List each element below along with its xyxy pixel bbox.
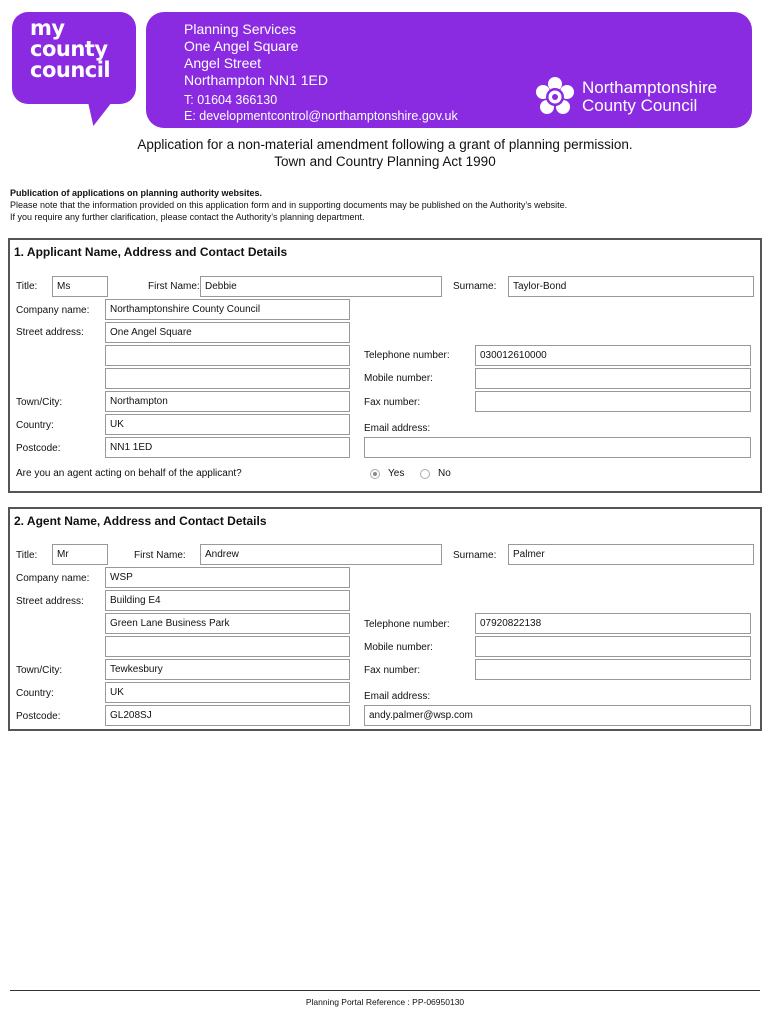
notice-text: Please note that the information provided on this application form and in supporting documents may be published on the Authority’s website. — [10, 200, 568, 210]
applicant-telephone-field[interactable]: 030012610000 — [475, 345, 751, 366]
agent-mobile-field[interactable] — [475, 636, 751, 657]
agent-street-line1-field[interactable]: Building E4 — [105, 590, 350, 611]
telephone-label: Telephone number: — [364, 350, 450, 361]
applicant-mobile-field[interactable] — [475, 368, 751, 389]
mobile-label: Mobile number: — [364, 373, 433, 384]
footer-divider — [10, 990, 760, 991]
fax-label: Fax number: — [364, 665, 421, 676]
my-county-council-logo — [12, 12, 136, 104]
applicant-postcode-field[interactable]: NN1 1ED — [105, 437, 350, 458]
agent-yes-label: Yes — [388, 468, 405, 479]
notice-text: If you require any further clarification, please contact the Authority’s planning department. — [10, 212, 365, 222]
street-address-label: Street address: — [16, 327, 84, 338]
agent-street-line3-field[interactable] — [105, 636, 350, 657]
agent-street-line2-field[interactable]: Green Lane Business Park — [105, 613, 350, 634]
form-title-line2: Town and Country Planning Act 1990 — [274, 154, 496, 169]
applicant-street-line3-field[interactable] — [105, 368, 350, 389]
council-name — [582, 79, 717, 115]
surname-label: Surname: — [453, 281, 497, 292]
applicant-country-field[interactable]: UK — [105, 414, 350, 435]
agent-email-field[interactable]: andy.palmer@wsp.com — [364, 705, 751, 726]
applicant-first-name-field[interactable]: Debbie — [200, 276, 442, 297]
agent-yes-radio[interactable] — [370, 469, 380, 479]
agent-telephone-field[interactable]: 07920822138 — [475, 613, 751, 634]
applicant-fax-field[interactable] — [475, 391, 751, 412]
applicant-section — [8, 238, 762, 493]
publication-notice — [10, 187, 567, 223]
agent-country-field[interactable]: UK — [105, 682, 350, 703]
applicant-email-field[interactable] — [364, 437, 751, 458]
logo-line: my — [30, 16, 65, 40]
applicant-street-line1-field[interactable]: One Angel Square — [105, 322, 350, 343]
planning-portal-reference: Planning Portal Reference : PP-06950130 — [305, 997, 465, 1007]
notice-heading: Publication of applications on planning authority websites. — [10, 188, 263, 198]
logo-line: county — [30, 37, 108, 61]
first-name-label: First Name: — [148, 281, 200, 292]
applicant-street-line2-field[interactable] — [105, 345, 350, 366]
agent-question: Are you an agent acting on behalf of the applicant? — [16, 468, 242, 479]
agent-first-name-field[interactable]: Andrew — [200, 544, 442, 565]
company-name-label: Company name: — [16, 573, 90, 584]
agent-no-radio[interactable] — [420, 469, 430, 479]
address-line: Planning Services — [184, 21, 297, 37]
applicant-section-heading: 1. Applicant Name, Address and Contact Details — [14, 245, 288, 259]
first-name-label: First Name: — [134, 550, 186, 561]
council-name-line: Northamptonshire — [582, 78, 718, 97]
postcode-label: Postcode: — [16, 443, 61, 454]
applicant-company-field[interactable]: Northamptonshire County Council — [105, 299, 350, 320]
address-line: One Angel Square — [184, 38, 299, 54]
contact-details — [184, 92, 458, 124]
agent-section — [8, 507, 762, 731]
town-label: Town/City: — [16, 397, 63, 408]
country-label: Country: — [16, 688, 54, 699]
title-label: Title: — [16, 550, 38, 561]
street-address-label: Street address: — [16, 596, 84, 607]
agent-no-label: No — [438, 468, 451, 479]
planning-address — [184, 21, 328, 89]
agent-company-field[interactable]: WSP — [105, 567, 350, 588]
address-line: Angel Street — [184, 55, 262, 71]
country-label: Country: — [16, 420, 54, 431]
council-name-line: County Council — [582, 96, 698, 115]
agent-surname-field[interactable]: Palmer — [508, 544, 754, 565]
email-label: Email address: — [364, 691, 431, 702]
agent-town-field[interactable]: Tewkesbury — [105, 659, 350, 680]
form-title — [0, 136, 770, 170]
rose-crest-icon — [534, 76, 576, 118]
header-email: E: developmentcontrol@northamptonshire.gov.uk — [184, 109, 458, 123]
postcode-label: Postcode: — [16, 711, 61, 722]
surname-label: Surname: — [453, 550, 497, 561]
email-label: Email address: — [364, 423, 431, 434]
logo-tail — [81, 96, 116, 126]
applicant-title-field[interactable]: Ms — [52, 276, 108, 297]
applicant-town-field[interactable]: Northampton — [105, 391, 350, 412]
telephone-label: Telephone number: — [364, 619, 450, 630]
fax-label: Fax number: — [364, 397, 421, 408]
header-banner — [146, 12, 752, 128]
address-line: Northampton NN1 1ED — [184, 72, 328, 88]
agent-section-heading: 2. Agent Name, Address and Contact Details — [14, 514, 267, 528]
agent-fax-field[interactable] — [475, 659, 751, 680]
mobile-label: Mobile number: — [364, 642, 433, 653]
logo-line: council — [30, 58, 111, 82]
agent-title-field[interactable]: Mr — [52, 544, 108, 565]
title-label: Title: — [16, 281, 38, 292]
form-title-line1: Application for a non-material amendment following a grant of planning permission. — [137, 137, 633, 152]
town-label: Town/City: — [16, 665, 63, 676]
agent-postcode-field[interactable]: GL208SJ — [105, 705, 350, 726]
applicant-surname-field[interactable]: Taylor-Bond — [508, 276, 754, 297]
company-name-label: Company name: — [16, 305, 90, 316]
header-telephone: T: 01604 366130 — [184, 93, 278, 107]
